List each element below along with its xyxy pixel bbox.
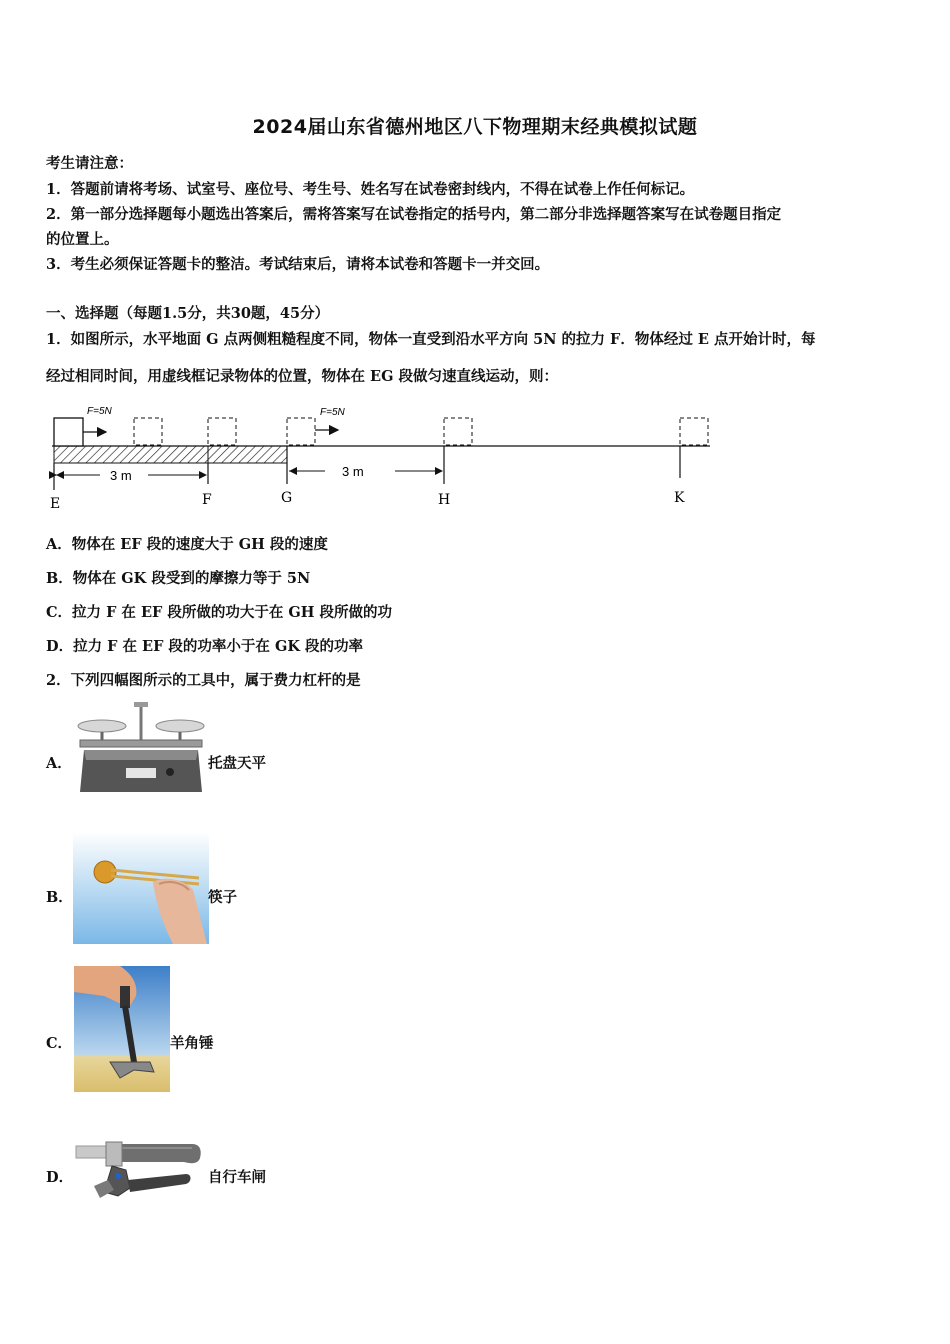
q2-option-d-label: 自行车闸 (208, 1169, 266, 1186)
dashed-box-5 (680, 418, 708, 445)
q1-option-a: A．物体在 EF 段的速度大于 GH 段的速度 (46, 536, 328, 553)
q2-option-c-label: 羊角锤 (170, 1035, 214, 1052)
q2-option-b-label: 筷子 (208, 889, 237, 906)
force-label-2: F=5N (320, 407, 345, 418)
rough-surface (54, 446, 287, 463)
chopsticks-icon (73, 832, 209, 944)
q2-option-c-letter: C． (46, 1035, 73, 1052)
point-label-g: G (281, 490, 293, 506)
q1-option-c: C．拉力 F 在 EF 段所做的功大于在 GH 段所做的功 (46, 604, 393, 621)
notice-item-1: 1．答题前请将考场、试室号、座位号、考生号、姓名写在试卷密封线内，不得在试卷上作任何标记。 (46, 181, 695, 198)
page-title: 2024届山东省德州地区八下物理期末经典模拟试题 (252, 116, 698, 138)
notice-heading: 考生请注意： (46, 155, 133, 172)
q2-option-b-letter: B． (46, 889, 73, 906)
q2-option-d-letter: D． (46, 1169, 74, 1186)
point-label-h: H (438, 492, 451, 508)
bike-brake-icon (74, 1140, 202, 1204)
distance-label-1: 3 m (110, 468, 132, 483)
claw-hammer-icon (74, 966, 170, 1092)
point-label-e: E (50, 496, 61, 512)
section-heading: 一、选择题（每题1.5分，共30题，45分） (46, 305, 330, 322)
dashed-box-1 (134, 418, 162, 445)
notice-item-3: 3．考生必须保证答题卡的整洁。考试结束后，请将本试卷和答题卡一并交回。 (46, 256, 550, 273)
q2-option-a-label: 托盘天平 (208, 755, 266, 772)
distance-label-2: 3 m (342, 464, 364, 479)
notice-item-2: 2．第一部分选择题每小题选出答案后，需将答案写在试卷指定的括号内，第二部分非选择题答案写在试卷题目指定 (46, 206, 782, 223)
force-label-1: F=5N (87, 406, 112, 417)
q1-text-cont: 经过相同时间，用虚线框记录物体的位置，物体在 EG 段做匀速直线运动，则： (46, 368, 559, 385)
q2-option-a-letter: A． (46, 755, 72, 772)
point-label-f: F (202, 492, 212, 508)
dashed-box-3 (287, 418, 315, 445)
q1-text: 1．如图所示，水平地面 G 点两侧粗糙程度不同，物体一直受到沿水平方向 5N 的拉力 F．物体经过 E 点开始计时，每 (46, 331, 816, 348)
q1-motion-diagram (40, 398, 720, 516)
q2-text: 2．下列四幅图所示的工具中，属于费力杠杆的是 (46, 672, 361, 689)
object-box (54, 418, 83, 446)
balance-scale-icon (74, 700, 208, 798)
q1-option-b: B．物体在 GK 段受到的摩擦力等于 5N (46, 570, 311, 587)
dashed-box-2 (208, 418, 236, 445)
notice-item-2-cont: 的位置上。 (46, 231, 119, 248)
q1-option-d: D．拉力 F 在 EF 段的功率小于在 GK 段的功率 (46, 638, 363, 655)
dashed-box-4 (444, 418, 472, 445)
point-label-k: K (674, 490, 685, 506)
